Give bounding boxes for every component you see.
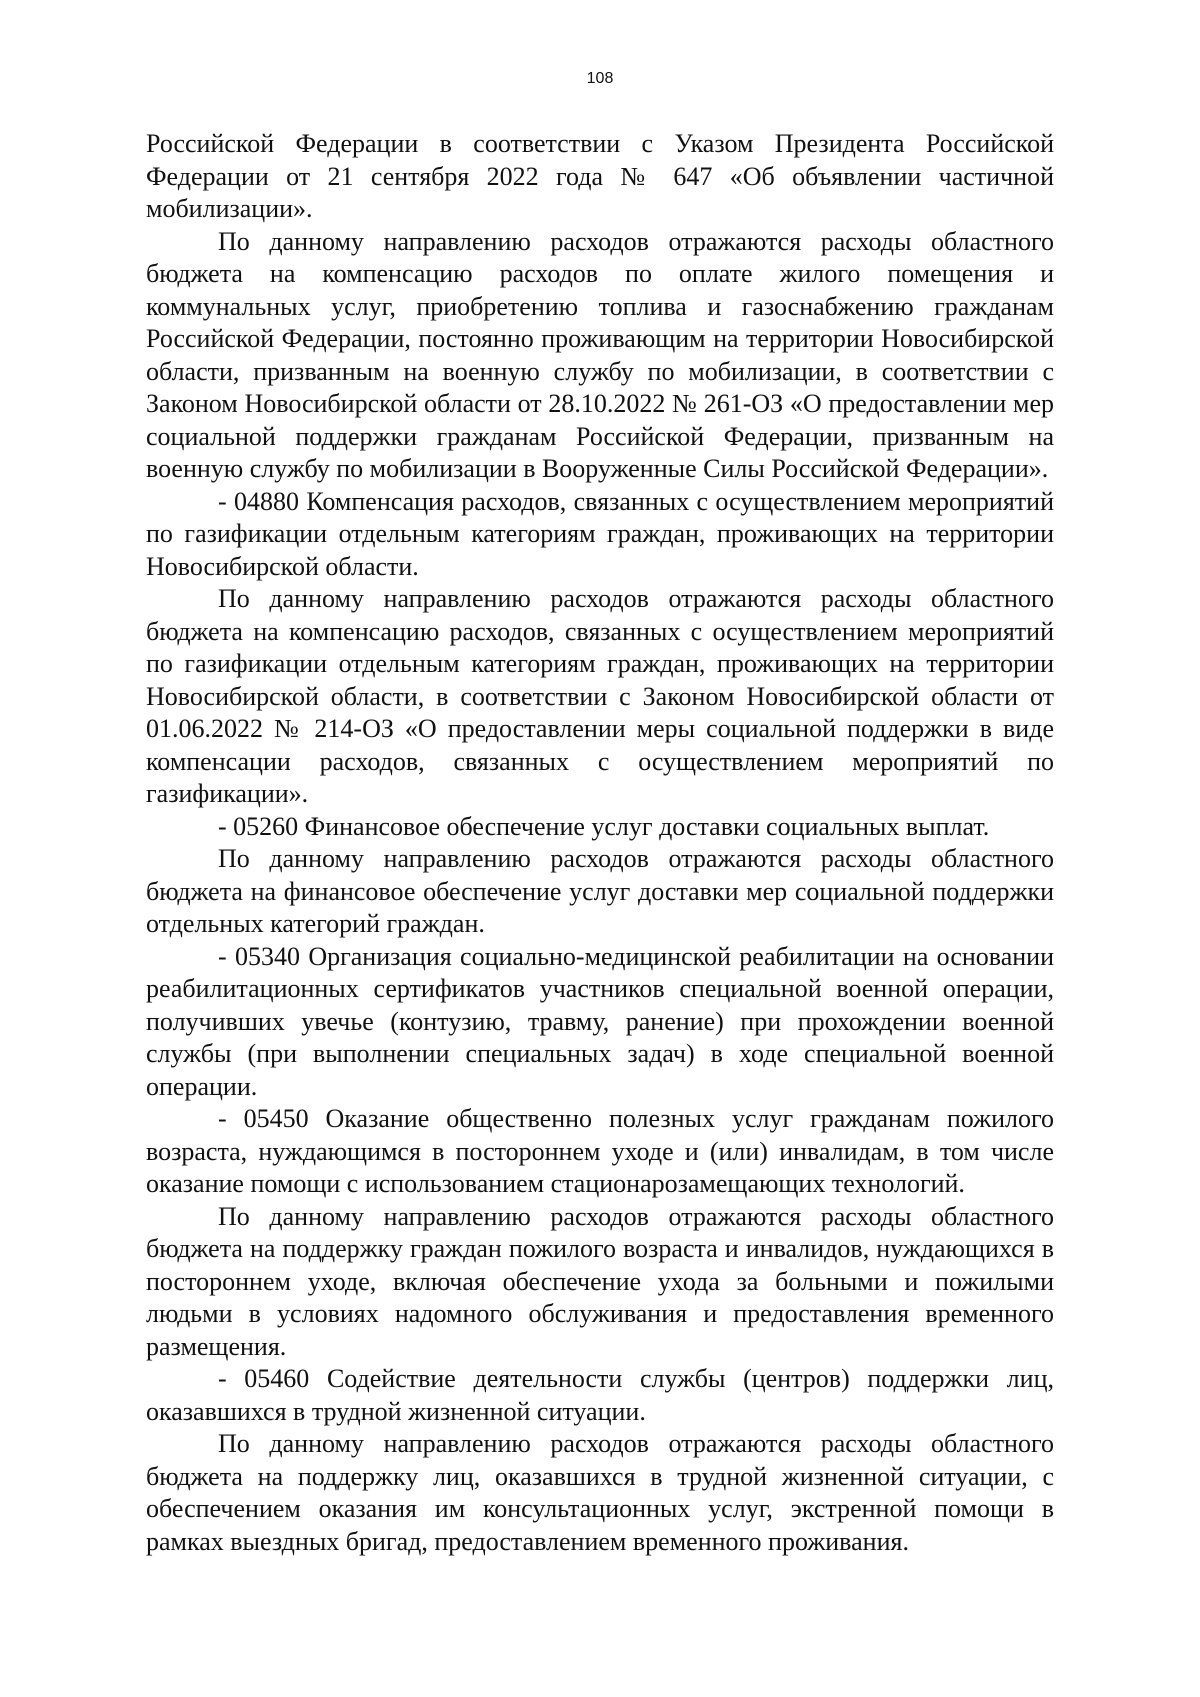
expense-title: Компенсация расходов, связанных с осуществлением мероприятий по газификации отдельным категориям граждан, проживающих на территории Новосибирской области. (146, 486, 1054, 581)
paragraph-text: По данному направлению расходов отражаются расходы областного бюджета на компенсацию расходов, связанных с осуществлением мероприятий по газификации отдельным категориям граждан, проживающих на территории Новосибирской области, в соответствии с Законом Новосибирской области от 01.06.2022 № 214-ОЗ «О предоставлении меры социальной поддержки в виде компенсации расходов, связанных с осуществлением мероприятий по газификации». (146, 584, 1054, 808)
paragraph-description (146, 583, 1054, 811)
expense-item-05340 (146, 941, 1054, 1104)
paragraph-text: По данному направлению расходов отражаются расходы областного бюджета на финансовое обеспечение услуг доставки мер социальной поддержки отдельных категорий граждан. (146, 844, 1054, 938)
expense-title: Организация социально-медицинской реабилитации на основании реабилитационных сертификатов участников специальной военной операции, получивших увечье (контузию, травму, ранение) при прохождении военной службы (при выполнении специальных задач) в ходе специальной военной операции. (146, 941, 1054, 1101)
paragraph-description (146, 1201, 1054, 1364)
expense-code: - 05460 (218, 1364, 310, 1393)
page-number: 108 (586, 70, 614, 87)
paragraph-description (146, 1428, 1054, 1558)
expense-code: - 04880 (218, 486, 300, 516)
paragraph-description (146, 226, 1054, 486)
paragraph-text: По данному направлению расходов отражаются расходы областного бюджета на поддержку граждан пожилого возраста и инвалидов, нуждающихся в постороннем уходе, включая обеспечение ухода за больными и пожилыми людьми в условиях надомного обслуживания и предоставления временного размещения. (146, 1201, 1054, 1361)
expense-item-05450 (146, 1103, 1054, 1201)
expense-item-04880 (146, 486, 1054, 584)
expense-item-05260 (146, 811, 1054, 844)
expense-title: Финансовое обеспечение услуг доставки социальных выплат. (304, 811, 990, 841)
document-body (146, 128, 1054, 1558)
paragraph-continuation (146, 128, 1054, 226)
expense-code: - 05450 (218, 1104, 309, 1133)
paragraph-text: Российской Федерации в соответствии с Указом Президента Российской Федерации от 21 сентября 2022 года № 647 «Об объявлении частичной мобилизации». (146, 129, 1054, 223)
paragraph-text: По данному направлению расходов отражаются расходы областного бюджета на поддержку лиц, оказавшихся в трудной жизненной ситуации, с обеспечением оказания им консультационных услуг, экстренной помощи в рамках выездных бригад, предоставлением временного проживания. (146, 1429, 1054, 1556)
paragraph-text: По данному направлению расходов отражаются расходы областного бюджета на компенсацию расходов по оплате жилого помещения и коммунальных услуг, приобретению топлива и газоснабжению гражданам Российской Федерации, постоянно проживающим на территории Новосибирской области, призванным на военную службу по мобилизации, в соответствии с Законом Новосибирской области от 28.10.2022 № 261-ОЗ «О предоставлении мер социальной поддержки гражданам Российской Федерации, призванным на военную службу по мобилизации в Вооруженные Силы Российской Федерации». (146, 226, 1054, 483)
expense-code: - 05340 (218, 941, 300, 971)
expense-item-05460 (146, 1363, 1054, 1428)
expense-code: - 05260 (218, 811, 299, 841)
paragraph-description (146, 843, 1054, 941)
expense-title: Содействие деятельности службы (центров) поддержки лиц, оказавшихся в трудной жизненной ситуации. (146, 1364, 1054, 1426)
expense-title: Оказание общественно полезных услуг гражданам пожилого возраста, нуждающимся в постороннем уходе и (или) инвалидам, в том числе оказание помощи с использованием стационарозамещающих технологий. (146, 1104, 1054, 1198)
